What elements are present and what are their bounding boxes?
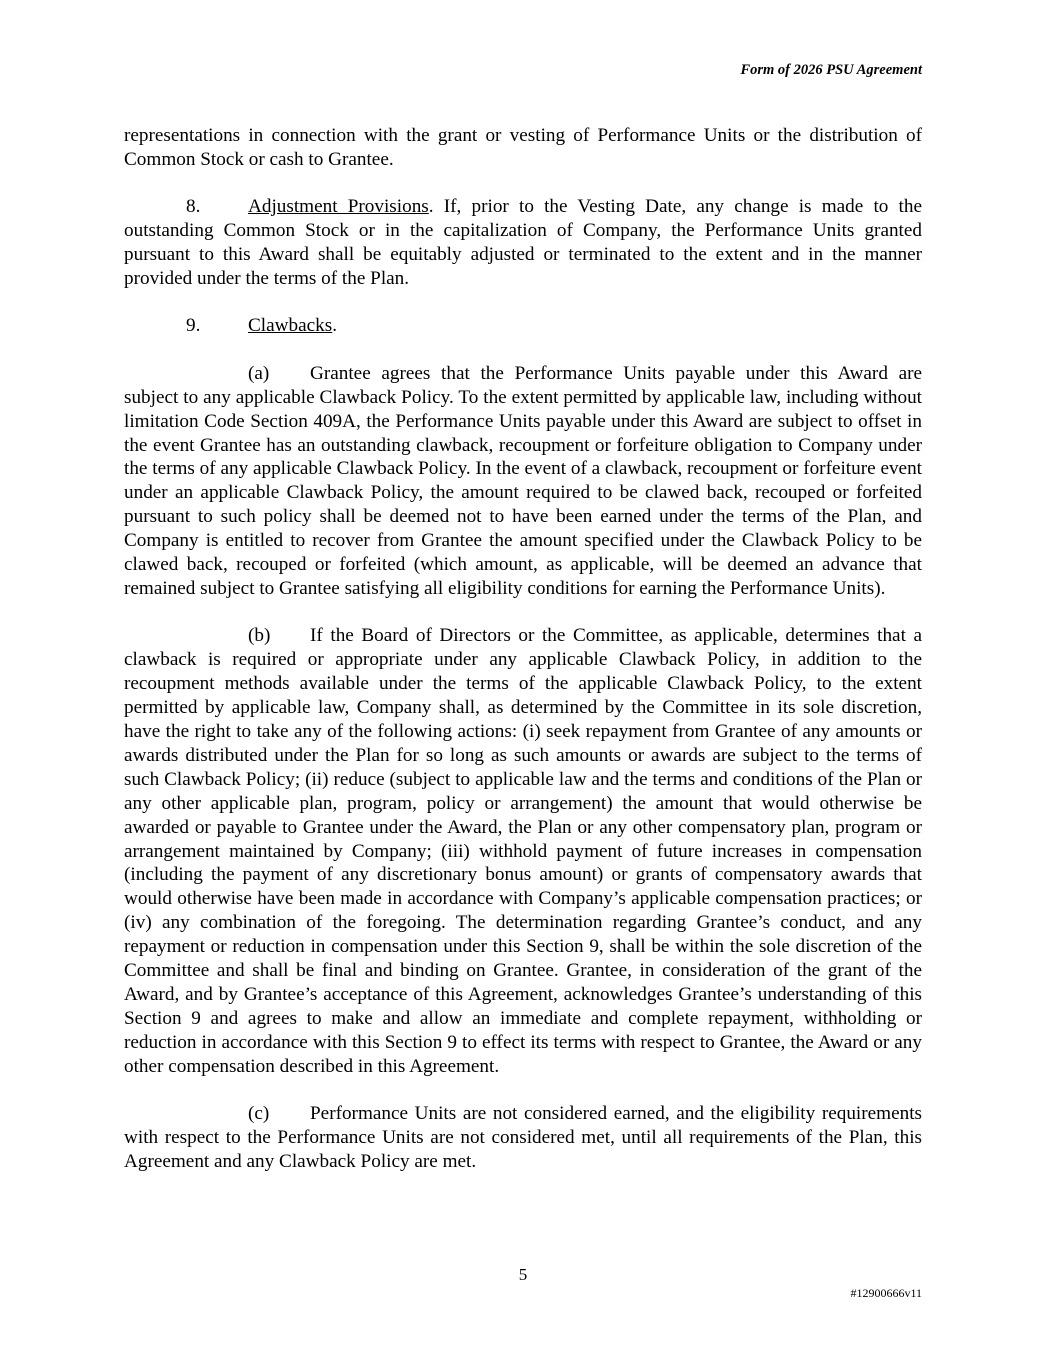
- running-header: Form of 2026 PSU Agreement: [740, 62, 922, 78]
- subsection-9c-paragraph: [124, 1102, 922, 1174]
- subsection-text: Performance Units are not considered earned, and the eligibility requirements with respect to the Performance Units are not considered met, until all requirements of the Plan, this Agreement and any Clawback Policy are met.: [124, 1103, 922, 1172]
- section-8-paragraph: [124, 195, 922, 291]
- section-text: . If, prior to the Vesting Date, any change is made to the outstanding Common Stock or in the capitalization of Company, the Performance Units granted pursuant to this Award shall be equitably adjusted or terminated to the extent and in the manner provided under the terms of the Plan.: [124, 196, 922, 290]
- section-number: 9.: [186, 315, 201, 337]
- subsection-letter: (a): [248, 362, 270, 384]
- section-heading: Clawbacks: [248, 315, 333, 337]
- section-9-heading-paragraph: [124, 314, 922, 338]
- document-body: [124, 124, 922, 1197]
- subsection-9a-paragraph: [124, 362, 922, 601]
- section-heading-period: .: [332, 315, 337, 337]
- subsection-text: Grantee agrees that the Performance Units payable under this Award are subject to any applicable Clawback Policy. To the extent permitted by applicable law, including without limitation Code Section 409A, the Performance Units payable under this Award are subject to offset in the event Grantee has an outstanding clawback, recoupment or forfeiture obligation to Company under the terms of any applicable Clawback Policy. In the event of a clawback, recoupment or forfeiture event under an applicable Clawback Policy, the amount required to be clawed back, recouped or forfeited pursuant to such policy shall be deemed not to have been earned under the terms of the Plan, and Company is entitled to recover from Grantee the amount specified under the Clawback Policy to be clawed back, recouped or forfeited (which amount, as applicable, will be deemed an advance that remained subject to Grantee satisfying all eligibility conditions for earning the Performance Units).: [124, 362, 922, 599]
- page-number: 5: [518, 1265, 528, 1284]
- section-number: 8.: [186, 196, 201, 218]
- subsection-9b-paragraph: [124, 624, 922, 1078]
- section-heading: Adjustment Provisions: [248, 196, 429, 218]
- subsection-letter: (c): [248, 1103, 270, 1125]
- paragraph-continuation: representations in connection with the grant or vesting of Performance Units or the distribution of Common Stock or cash to Grantee.: [124, 125, 922, 170]
- document-id: #12900666v11: [850, 1286, 922, 1300]
- subsection-letter: (b): [248, 625, 271, 647]
- subsection-text: If the Board of Directors or the Committee, as applicable, determines that a clawback is required or appropriate under any applicable Clawback Policy, in addition to the recoupment methods available under the terms of the applicable Clawback Policy, to the extent permitted by applicable law, Company shall, as determined by the Committee in its sole discretion, have the right to take any of the following actions: (i) seek repayment from Grantee of any amounts or awards distributed under the Plan for so long as such amounts or awards are subject to the terms of such Clawback Policy; (ii) reduce (subject to applicable law and the terms and conditions of the Plan or any other applicable plan, program, policy or arrangement) the amount that would otherwise be awarded or payable to Grantee under the Award, the Plan or any other compensatory plan, program or arrangement maintained by Company; (iii) withhold payment of future increases in compensation (including the payment of any discretionary bonus amount) or grants of compensatory awards that would otherwise have been made in accordance with Company’s applicable compensation practices; or (iv) any combination of the foregoing. The determination regarding Grantee’s conduct, and any repayment or reduction in compensation under this Section 9, shall be within the sole discretion of the Committee and shall be final and binding on Grantee. Grantee, in consideration of the grant of the Award, and by Grantee’s acceptance of this Agreement, acknowledges Grantee’s understanding of this Section 9 and agrees to make and allow an immediate and complete repayment, withholding or reduction in accordance with this Section 9 to effect its terms with respect to Grantee, the Award or any other compensation described in this Agreement.: [124, 625, 922, 1077]
